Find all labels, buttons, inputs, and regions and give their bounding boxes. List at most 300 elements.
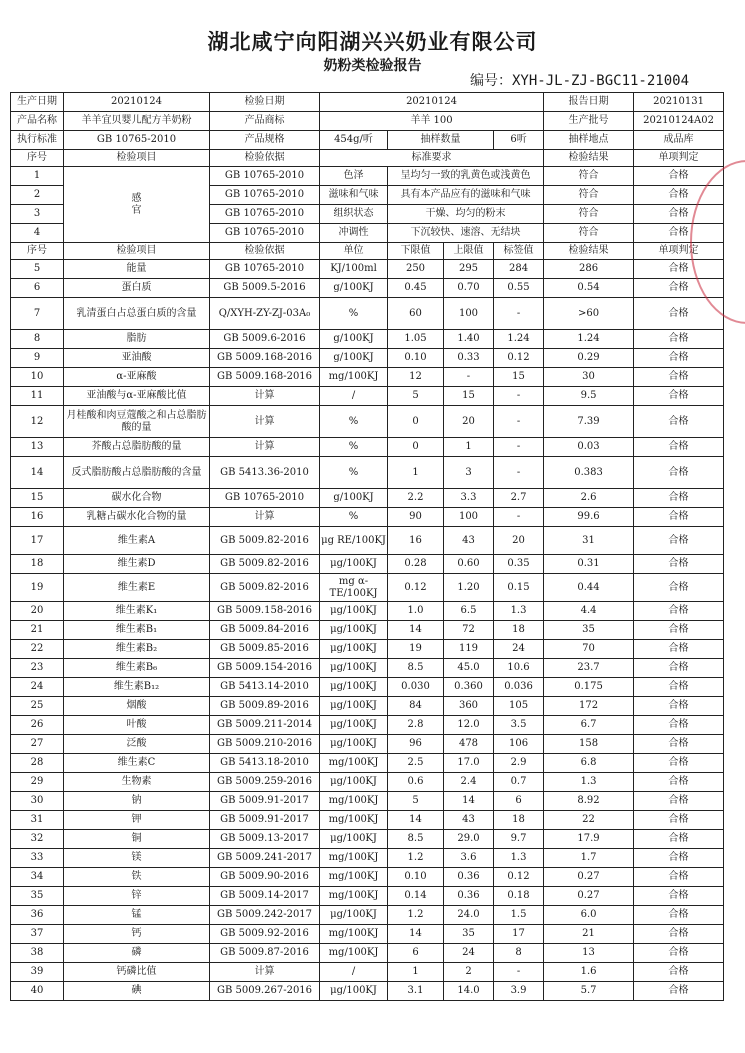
row-unit: μg/100KJ [320, 602, 388, 621]
test-row [11, 621, 724, 640]
row-basis: GB 5009.89-2016 [210, 697, 320, 716]
row-item: 亚油酸 [64, 349, 210, 368]
header-no: 序号 [11, 243, 64, 260]
row-result: 4.4 [544, 602, 634, 621]
row-unit: μg RE/100KJ [320, 527, 388, 555]
row-judge: 合格 [634, 457, 724, 489]
row-result: 6.8 [544, 754, 634, 773]
row-attribute: 冲调性 [320, 224, 388, 243]
row-item: 维生素B₆ [64, 659, 210, 678]
test-row [11, 349, 724, 368]
row-item: 维生素C [64, 754, 210, 773]
row-high: - [444, 368, 494, 387]
row-high: 0.36 [444, 868, 494, 887]
row-result: 30 [544, 368, 634, 387]
row-basis: 计算 [210, 438, 320, 457]
row-judge: 合格 [634, 868, 724, 887]
test-row [11, 906, 724, 925]
row-unit: μg/100KJ [320, 659, 388, 678]
row-high: 45.0 [444, 659, 494, 678]
row-unit: μg/100KJ [320, 640, 388, 659]
row-label: 0.12 [494, 868, 544, 887]
label-standard: 执行标准 [11, 131, 64, 150]
row-judge: 合格 [634, 279, 724, 298]
row-no: 34 [11, 868, 64, 887]
test-row [11, 716, 724, 735]
row-unit: KJ/100ml [320, 260, 388, 279]
header-label: 标签值 [494, 243, 544, 260]
row-label: 106 [494, 735, 544, 754]
row-unit: μg/100KJ [320, 555, 388, 574]
sensory-header-row [11, 150, 724, 167]
row-basis: GB 5009.91-2017 [210, 811, 320, 830]
row-basis: GB 5009.259-2016 [210, 773, 320, 792]
row-unit: μg/100KJ [320, 982, 388, 1001]
row-no: 19 [11, 574, 64, 602]
company-name: 湖北咸宁向阳湖兴兴奶业有限公司 [207, 29, 538, 54]
row-unit: mg/100KJ [320, 925, 388, 944]
row-low: 5 [388, 387, 444, 406]
test-row [11, 640, 724, 659]
row-basis: GB 5413.36-2010 [210, 457, 320, 489]
info-row-2 [11, 112, 724, 131]
row-item: 维生素B₁ [64, 621, 210, 640]
row-no: 37 [11, 925, 64, 944]
row-label: 0.18 [494, 887, 544, 906]
report-date: 20210131 [634, 93, 724, 112]
row-basis: GB 5009.210-2016 [210, 735, 320, 754]
row-label: 105 [494, 697, 544, 716]
row-item: 锰 [64, 906, 210, 925]
inspection-table [10, 92, 724, 1001]
row-no: 4 [11, 224, 64, 243]
row-basis: 计算 [210, 387, 320, 406]
header-basis: 检验依据 [210, 243, 320, 260]
row-unit: μg/100KJ [320, 697, 388, 716]
row-basis: GB 5009.90-2016 [210, 868, 320, 887]
test-row [11, 387, 724, 406]
row-item: 维生素K₁ [64, 602, 210, 621]
row-result: 符合 [544, 224, 634, 243]
row-judge: 合格 [634, 830, 724, 849]
row-label: 1.3 [494, 849, 544, 868]
row-requirement: 呈均匀一致的乳黄色或浅黄色 [388, 167, 544, 186]
row-judge: 合格 [634, 298, 724, 330]
row-low: 60 [388, 298, 444, 330]
row-unit: mg/100KJ [320, 811, 388, 830]
row-unit: mg/100KJ [320, 887, 388, 906]
row-result: 5.7 [544, 982, 634, 1001]
product-name: 羊羊宜贝婴儿配方羊奶粉 [64, 112, 210, 131]
header-item: 检验项目 [64, 243, 210, 260]
test-row [11, 330, 724, 349]
row-high: 0.360 [444, 678, 494, 697]
test-row [11, 602, 724, 621]
row-judge: 合格 [634, 489, 724, 508]
row-high: 14.0 [444, 982, 494, 1001]
row-low: 84 [388, 697, 444, 716]
test-row [11, 527, 724, 555]
row-label: 1.5 [494, 906, 544, 925]
row-item: 亚油酸与α-亚麻酸比值 [64, 387, 210, 406]
row-high: 24 [444, 944, 494, 963]
row-judge: 合格 [634, 260, 724, 279]
row-judge: 合格 [634, 508, 724, 527]
row-no: 8 [11, 330, 64, 349]
row-result: 6.0 [544, 906, 634, 925]
row-no: 25 [11, 697, 64, 716]
row-low: 0.030 [388, 678, 444, 697]
test-row [11, 792, 724, 811]
row-basis: GB 5009.168-2016 [210, 368, 320, 387]
row-judgement: 合格 [634, 205, 724, 224]
row-label: 18 [494, 621, 544, 640]
sensory-group-label: 感 官 [64, 167, 210, 243]
info-row-3 [11, 131, 724, 150]
row-judge: 合格 [634, 387, 724, 406]
row-low: 14 [388, 925, 444, 944]
test-row [11, 457, 724, 489]
test-row [11, 260, 724, 279]
row-high: 0.70 [444, 279, 494, 298]
row-unit: μg/100KJ [320, 906, 388, 925]
test-row [11, 773, 724, 792]
row-low: 12 [388, 368, 444, 387]
row-item: 钙 [64, 925, 210, 944]
row-no: 24 [11, 678, 64, 697]
row-label: 1.24 [494, 330, 544, 349]
label-test-date: 检验日期 [210, 93, 320, 112]
row-basis: GB 5413.18-2010 [210, 754, 320, 773]
row-no: 13 [11, 438, 64, 457]
row-label: - [494, 406, 544, 438]
batch: 20210124A02 [634, 112, 724, 131]
brand: 羊羊 100 [320, 112, 544, 131]
row-basis: GB 5009.211-2014 [210, 716, 320, 735]
row-unit: μg/100KJ [320, 716, 388, 735]
row-unit: % [320, 298, 388, 330]
label-place: 抽样地点 [544, 131, 634, 150]
row-no: 18 [11, 555, 64, 574]
test-row [11, 849, 724, 868]
row-unit: mg α-TE/100KJ [320, 574, 388, 602]
test-row [11, 811, 724, 830]
test-date: 20210124 [320, 93, 544, 112]
row-judge: 合格 [634, 640, 724, 659]
row-unit: mg/100KJ [320, 849, 388, 868]
row-high: 360 [444, 697, 494, 716]
row-low: 3.1 [388, 982, 444, 1001]
sensory-row [11, 167, 724, 186]
row-high: 29.0 [444, 830, 494, 849]
row-no: 31 [11, 811, 64, 830]
row-low: 14 [388, 621, 444, 640]
row-high: 0.60 [444, 555, 494, 574]
row-unit: g/100KJ [320, 489, 388, 508]
header-no: 序号 [11, 150, 64, 167]
row-judgement: 合格 [634, 224, 724, 243]
row-low: 0.10 [388, 349, 444, 368]
label-report-date: 报告日期 [544, 93, 634, 112]
row-judge: 合格 [634, 754, 724, 773]
row-judge: 合格 [634, 602, 724, 621]
row-basis: GB 5009.92-2016 [210, 925, 320, 944]
test-row [11, 279, 724, 298]
row-judgement: 合格 [634, 186, 724, 205]
row-result: 23.7 [544, 659, 634, 678]
row-high: 6.5 [444, 602, 494, 621]
row-item: 芥酸占总脂肪酸的量 [64, 438, 210, 457]
row-high: 0.36 [444, 887, 494, 906]
row-low: 0.45 [388, 279, 444, 298]
row-judge: 合格 [634, 349, 724, 368]
prod-date: 20210124 [64, 93, 210, 112]
test-row [11, 754, 724, 773]
row-result: 99.6 [544, 508, 634, 527]
row-label: - [494, 508, 544, 527]
row-item: 蛋白质 [64, 279, 210, 298]
row-no: 28 [11, 754, 64, 773]
row-label: 284 [494, 260, 544, 279]
row-low: 8.5 [388, 659, 444, 678]
row-result: 0.27 [544, 868, 634, 887]
test-row [11, 574, 724, 602]
test-row [11, 735, 724, 754]
row-no: 30 [11, 792, 64, 811]
row-result: 8.92 [544, 792, 634, 811]
row-label: 10.6 [494, 659, 544, 678]
row-judge: 合格 [634, 906, 724, 925]
row-basis: GB 5413.14-2010 [210, 678, 320, 697]
label-brand: 产品商标 [210, 112, 320, 131]
row-judge: 合格 [634, 792, 724, 811]
test-row [11, 887, 724, 906]
row-low: 16 [388, 527, 444, 555]
row-item: 生物素 [64, 773, 210, 792]
row-item: 月桂酸和肉豆蔻酸之和占总脂肪酸的量 [64, 406, 210, 438]
row-high: 0.33 [444, 349, 494, 368]
row-item: 脂肪 [64, 330, 210, 349]
row-unit: / [320, 387, 388, 406]
row-label: 3.5 [494, 716, 544, 735]
row-unit: μg/100KJ [320, 773, 388, 792]
row-no: 38 [11, 944, 64, 963]
test-row [11, 678, 724, 697]
row-unit: / [320, 963, 388, 982]
row-item: 维生素A [64, 527, 210, 555]
row-basis: GB 5009.267-2016 [210, 982, 320, 1001]
row-low: 1.2 [388, 906, 444, 925]
row-no: 39 [11, 963, 64, 982]
row-low: 19 [388, 640, 444, 659]
row-no: 6 [11, 279, 64, 298]
row-item: 泛酸 [64, 735, 210, 754]
label-qty: 抽样数量 [388, 131, 494, 150]
row-label: - [494, 387, 544, 406]
row-item: 锌 [64, 887, 210, 906]
row-low: 1.0 [388, 602, 444, 621]
row-unit: % [320, 438, 388, 457]
row-result: 17.9 [544, 830, 634, 849]
row-item: 维生素E [64, 574, 210, 602]
row-no: 14 [11, 457, 64, 489]
row-no: 23 [11, 659, 64, 678]
row-label: 17 [494, 925, 544, 944]
row-label: 24 [494, 640, 544, 659]
row-judge: 合格 [634, 849, 724, 868]
row-judge: 合格 [634, 925, 724, 944]
test-row [11, 438, 724, 457]
row-judge: 合格 [634, 887, 724, 906]
row-result: 31 [544, 527, 634, 555]
row-judge: 合格 [634, 406, 724, 438]
row-low: 1 [388, 457, 444, 489]
header-result: 检验结果 [544, 243, 634, 260]
row-label: 1.3 [494, 602, 544, 621]
row-basis: GB 5009.5-2016 [210, 279, 320, 298]
row-basis: 计算 [210, 963, 320, 982]
test-row [11, 697, 724, 716]
row-low: 250 [388, 260, 444, 279]
row-high: 43 [444, 527, 494, 555]
row-no: 9 [11, 349, 64, 368]
row-high: 119 [444, 640, 494, 659]
row-high: 478 [444, 735, 494, 754]
row-low: 1 [388, 963, 444, 982]
row-high: 1.20 [444, 574, 494, 602]
row-basis: GB 10765-2010 [210, 489, 320, 508]
row-no: 11 [11, 387, 64, 406]
row-result: 172 [544, 697, 634, 716]
test-row [11, 830, 724, 849]
row-item: 碳水化合物 [64, 489, 210, 508]
row-high: 15 [444, 387, 494, 406]
row-item: 铜 [64, 830, 210, 849]
row-item: α-亚麻酸 [64, 368, 210, 387]
test-row [11, 963, 724, 982]
row-high: 1 [444, 438, 494, 457]
test-row [11, 555, 724, 574]
row-high: 3.3 [444, 489, 494, 508]
row-no: 40 [11, 982, 64, 1001]
row-basis: GB 10765-2010 [210, 224, 320, 243]
row-no: 29 [11, 773, 64, 792]
row-label: 0.12 [494, 349, 544, 368]
row-unit: μg/100KJ [320, 735, 388, 754]
row-label: 3.9 [494, 982, 544, 1001]
row-no: 5 [11, 260, 64, 279]
row-no: 35 [11, 887, 64, 906]
row-unit: mg/100KJ [320, 792, 388, 811]
row-item: 反式脂肪酸占总脂肪酸的含量 [64, 457, 210, 489]
row-no: 26 [11, 716, 64, 735]
row-label: 0.15 [494, 574, 544, 602]
row-low: 96 [388, 735, 444, 754]
row-item: 乳糖占碳水化合物的量 [64, 508, 210, 527]
row-low: 5 [388, 792, 444, 811]
header-judge: 单项判定 [634, 243, 724, 260]
row-item: 维生素B₁₂ [64, 678, 210, 697]
row-no: 16 [11, 508, 64, 527]
header-result: 检验结果 [544, 150, 634, 167]
row-no: 10 [11, 368, 64, 387]
row-basis: GB 5009.82-2016 [210, 555, 320, 574]
row-item: 叶酸 [64, 716, 210, 735]
row-item: 镁 [64, 849, 210, 868]
header-basis: 检验依据 [210, 150, 320, 167]
row-item: 磷 [64, 944, 210, 963]
label-batch: 生产批号 [544, 112, 634, 131]
spec: 454g/听 [320, 131, 388, 150]
report-number: 编号：XYH-JL-ZJ-BGC11-21004 [470, 73, 690, 89]
row-low: 2.8 [388, 716, 444, 735]
row-unit: % [320, 406, 388, 438]
test-row [11, 368, 724, 387]
label-product-name: 产品名称 [11, 112, 64, 131]
row-low: 90 [388, 508, 444, 527]
row-judge: 合格 [634, 574, 724, 602]
row-no: 7 [11, 298, 64, 330]
test-row [11, 406, 724, 438]
row-high: 20 [444, 406, 494, 438]
row-judge: 合格 [634, 811, 724, 830]
row-label: 0.35 [494, 555, 544, 574]
row-result: 21 [544, 925, 634, 944]
row-high: 43 [444, 811, 494, 830]
row-result: 0.03 [544, 438, 634, 457]
report-title: 奶粉类检验报告 [323, 58, 422, 74]
row-no: 3 [11, 205, 64, 224]
row-high: 1.40 [444, 330, 494, 349]
row-unit: g/100KJ [320, 349, 388, 368]
row-result: 22 [544, 811, 634, 830]
row-basis: GB 5009.84-2016 [210, 621, 320, 640]
test-row [11, 944, 724, 963]
row-basis: GB 10765-2010 [210, 260, 320, 279]
place: 成品库 [634, 131, 724, 150]
row-result: 35 [544, 621, 634, 640]
row-label: 20 [494, 527, 544, 555]
row-result: 符合 [544, 186, 634, 205]
row-result: 0.27 [544, 887, 634, 906]
row-unit: % [320, 457, 388, 489]
test-row [11, 868, 724, 887]
test-row [11, 298, 724, 330]
row-label: 0.55 [494, 279, 544, 298]
row-item: 钙磷比值 [64, 963, 210, 982]
row-result: 0.44 [544, 574, 634, 602]
row-item: 铁 [64, 868, 210, 887]
row-high: 100 [444, 298, 494, 330]
row-judge: 合格 [634, 944, 724, 963]
row-high: 72 [444, 621, 494, 640]
row-result: 70 [544, 640, 634, 659]
row-no: 20 [11, 602, 64, 621]
row-low: 0.10 [388, 868, 444, 887]
row-label: 9.7 [494, 830, 544, 849]
row-result: 0.29 [544, 349, 634, 368]
row-unit: μg/100KJ [320, 621, 388, 640]
row-no: 2 [11, 186, 64, 205]
row-basis: GB 5009.158-2016 [210, 602, 320, 621]
row-label: 2.9 [494, 754, 544, 773]
row-result: 158 [544, 735, 634, 754]
row-item: 维生素B₂ [64, 640, 210, 659]
row-high: 295 [444, 260, 494, 279]
row-judge: 合格 [634, 678, 724, 697]
row-label: - [494, 963, 544, 982]
row-judge: 合格 [634, 527, 724, 555]
